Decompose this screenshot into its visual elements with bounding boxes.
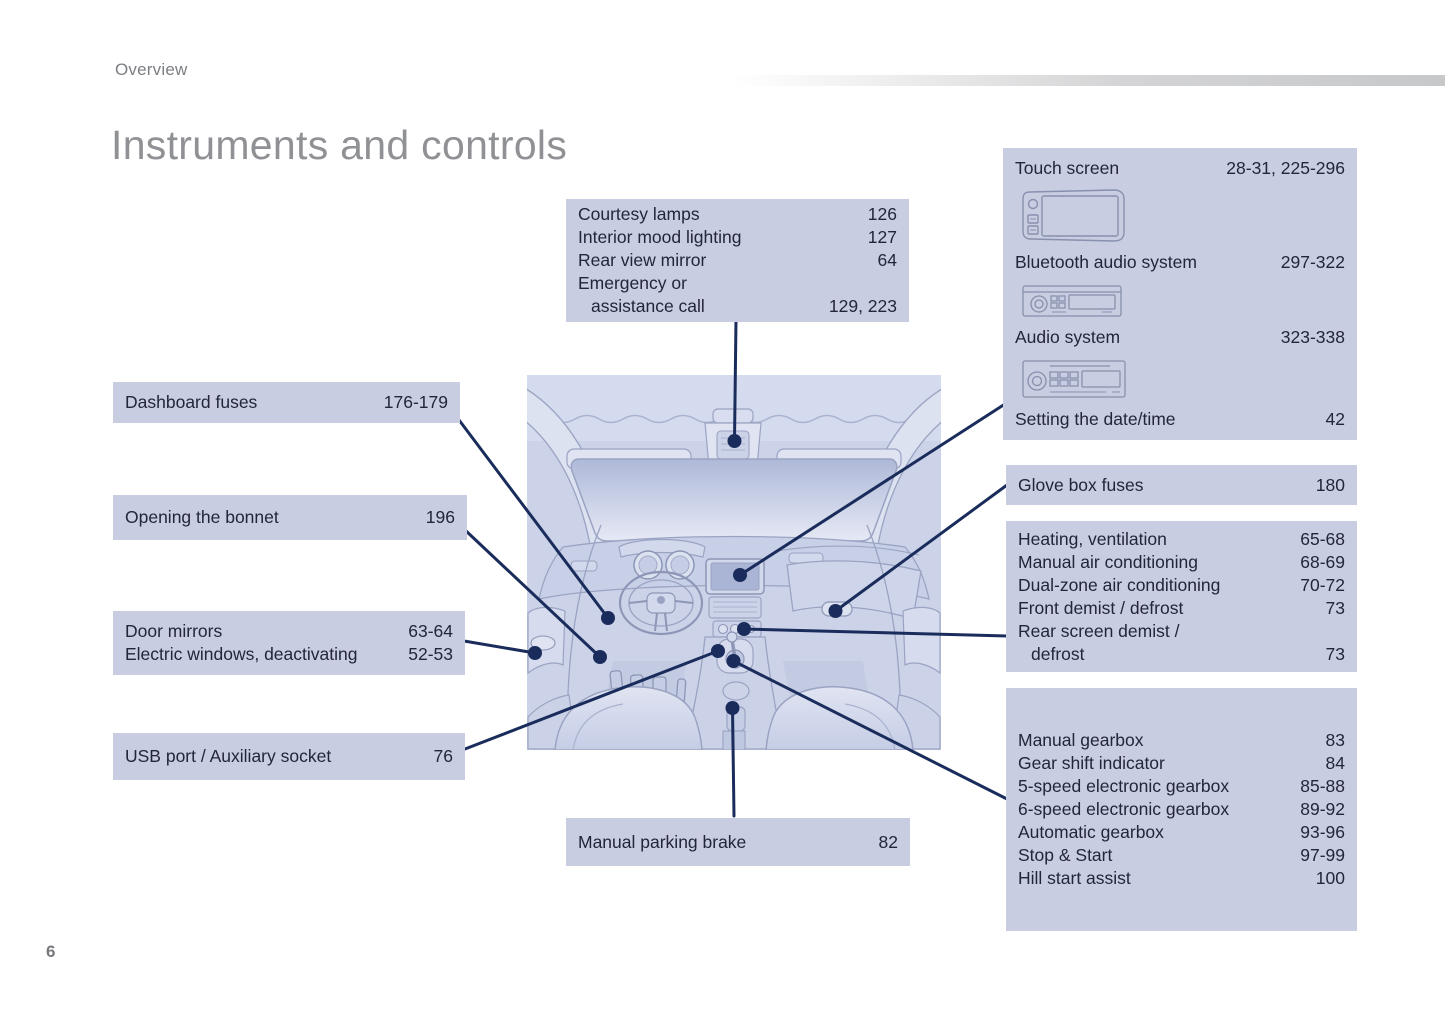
connector-door-mirrors [464, 641, 535, 653]
overhead-console-cap [713, 409, 753, 423]
entry-row [1018, 574, 1345, 597]
entry-label: Touch screen [1015, 158, 1120, 178]
entry-page-number: 176-179 [383, 392, 448, 412]
entry-row [1015, 408, 1345, 431]
right-door-armrest [903, 607, 940, 673]
header-gradient-rule [733, 75, 1445, 86]
entry-page-number: 297-322 [1280, 251, 1345, 272]
entry-label: Interior mood lighting [578, 227, 742, 247]
entry-label: Door mirrors [125, 621, 223, 641]
entry-page-number: 126 [867, 204, 897, 224]
entry-label: Heating, ventilation [1018, 528, 1167, 549]
windscreen [571, 459, 896, 541]
entry-page-number: 73 [1325, 643, 1345, 664]
entry-label: Manual gearbox [1018, 730, 1144, 750]
entry-page-number: 68-69 [1300, 551, 1345, 572]
entry-page-number: 70-72 [1300, 574, 1345, 595]
entry-label: Gear shift indicator [1018, 753, 1165, 773]
entry-page-number: 129, 223 [828, 296, 897, 316]
entry-page-number: 180 [1315, 474, 1345, 495]
panel-media-systems [1003, 148, 1357, 440]
entry-row [1018, 821, 1345, 844]
entry-page-number: 97-99 [1300, 845, 1345, 865]
entry-label: Stop & Start [1018, 845, 1113, 865]
entry-page-number: 42 [1325, 408, 1345, 429]
entry-row [1015, 326, 1345, 349]
entry-row [1018, 474, 1345, 497]
entry-label: Audio system [1015, 327, 1121, 348]
entry-row [1015, 157, 1345, 180]
panel-dashboard-fuses [113, 382, 460, 423]
entry-label: Opening the bonnet [125, 507, 279, 527]
gauge-right-dial [671, 556, 689, 574]
entry-row [1018, 844, 1345, 867]
entry-row [578, 203, 897, 226]
entry-page-number: 93-96 [1300, 822, 1345, 842]
panel-parking-brake [566, 818, 910, 866]
entry-label: Dual-zone air conditioning [1018, 574, 1221, 595]
console-rear [727, 707, 745, 731]
entry-row [1018, 551, 1345, 574]
entry-page-number: 73 [1325, 597, 1345, 618]
entry-row [125, 506, 455, 529]
entry-row [1018, 597, 1345, 620]
gear-knob [727, 632, 737, 642]
entry-row [1018, 729, 1345, 752]
entry-page-number: 100 [1315, 868, 1345, 888]
entry-label: Front demist / defrost [1018, 597, 1184, 618]
heater-knob-3 [748, 626, 755, 633]
panel-courtesy-lamps [566, 199, 909, 322]
entry-label: USB port / Auxiliary socket [125, 746, 332, 766]
panel-opening-bonnet [113, 495, 467, 540]
entry-row [125, 643, 453, 666]
entry-label: Emergency or assistance call [578, 273, 705, 316]
entry-page-number: 85-88 [1300, 776, 1345, 796]
entry-row [578, 272, 897, 318]
left-air-vent [571, 561, 597, 571]
entry-label: Automatic gearbox [1018, 822, 1164, 842]
entry-label: Rear screen demist / defrost [1018, 620, 1180, 664]
parking-brake-area [723, 682, 749, 700]
panel-glove-box-fuses [1006, 465, 1357, 505]
page-title: Instruments and controls [111, 122, 568, 168]
entry-label: Courtesy lamps [578, 204, 700, 224]
glove-box-handle [822, 602, 852, 616]
entry-label: Rear view mirror [578, 250, 707, 270]
entry-row [1018, 620, 1345, 666]
panel-door-mirrors [113, 611, 465, 675]
entry-row [1018, 528, 1345, 551]
entry-row [125, 620, 453, 643]
entry-page-number: 323-338 [1280, 327, 1345, 348]
panel-usb-aux [113, 733, 465, 780]
page-number: 6 [46, 942, 56, 961]
entry-page-number: 63-64 [408, 621, 453, 641]
entry-row [1018, 867, 1345, 890]
entry-page-number: 52-53 [408, 644, 453, 664]
entry-row [1018, 775, 1345, 798]
cd-radio-icon [1022, 358, 1126, 400]
steering-badge [657, 596, 665, 604]
panel-heating-aircon [1006, 521, 1357, 672]
entry-label: Glove box fuses [1018, 474, 1144, 495]
entry-page-number: 64 [877, 250, 897, 270]
entry-row [578, 226, 897, 249]
entry-page-number: 89-92 [1300, 799, 1345, 819]
entry-label: Hill start assist [1018, 868, 1131, 888]
panel-gearbox [1006, 688, 1357, 931]
courtesy-lamp-unit [717, 431, 749, 459]
entry-label: Dashboard fuses [125, 392, 258, 412]
section-header: Overview [115, 60, 188, 79]
entry-row [578, 249, 897, 272]
left-door-pull [531, 636, 555, 650]
entry-page-number: 28-31, 225-296 [1226, 158, 1345, 178]
entry-page-number: 76 [433, 746, 453, 766]
entry-page-number: 84 [1325, 753, 1345, 773]
touch-screen-display [711, 563, 759, 590]
entry-label: Manual air conditioning [1018, 551, 1198, 572]
entry-row [578, 831, 898, 854]
entry-page-number: 82 [878, 831, 898, 852]
entry-page-number: 196 [425, 507, 455, 527]
entry-label: Bluetooth audio system [1015, 251, 1197, 272]
entry-label: 5-speed electronic gearbox [1018, 776, 1230, 796]
heater-knob-1 [719, 625, 728, 634]
entry-label: Electric windows, deactivating [125, 644, 358, 664]
touch-screen-icon [1022, 188, 1126, 242]
entry-row [1015, 251, 1345, 274]
entry-row [1018, 752, 1345, 775]
entry-label: 6-speed electronic gearbox [1018, 799, 1230, 819]
bluetooth-radio-icon [1022, 282, 1122, 318]
console-end [723, 731, 745, 750]
entry-label: Setting the date/time [1015, 408, 1176, 429]
entry-row [1018, 798, 1345, 821]
car-interior-illustration [527, 375, 941, 750]
entry-label: Manual parking brake [578, 831, 747, 852]
entry-row [125, 391, 448, 414]
entry-page-number: 83 [1325, 730, 1345, 750]
entry-row [125, 745, 453, 768]
entry-page-number: 65-68 [1300, 528, 1345, 549]
entry-page-number: 127 [867, 227, 897, 247]
